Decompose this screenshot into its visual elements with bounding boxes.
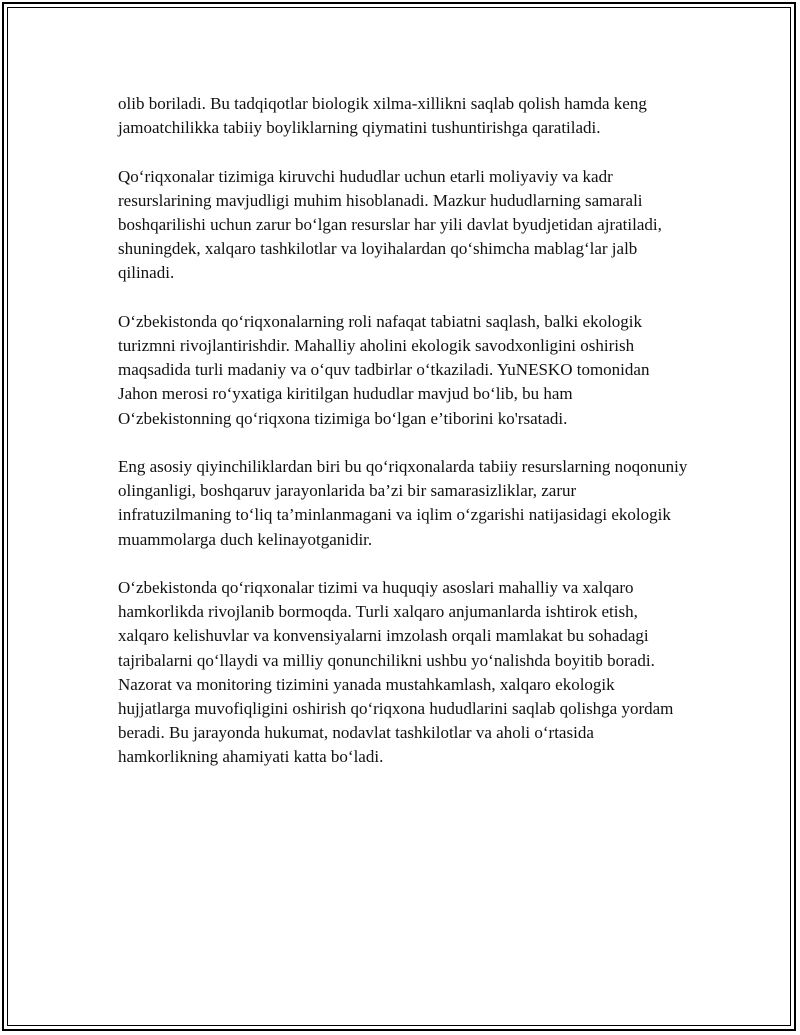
paragraph-5: O‘zbekistonda qo‘riqxonalar tizimi va huquqiy asoslari mahalliy va xalqaro hamkorlikda rivojlanib bormoqda. Turli xalqaro anjumanlarda ishtirok etish, xalqaro kelishuvlar va konvensiyalarni imzolash orqali mamlakat bu sohadagi tajribalarni qo‘llaydi va milliy qonunchilikni ushbu yo‘nalishda boyitib boradi. Nazorat va monitoring tizimini yanada mustahkamlash, xalqaro ekologik hujjatlarga muvofiqligini oshirish qo‘riqxona hududlarini saqlab qolishga yordam beradi. Bu jarayonda hukumat, nodavlat tashkilotlar va aholi o‘rtasida hamkorlikning ahamiyati katta bo‘ladi. [118, 578, 674, 767]
paragraph-1: olib boriladi. Bu tadqiqotlar biologik xilma-xillikni saqlab qolish hamda keng jamoatchilikka tabiiy boyliklarning qiymatini tushuntirishga qaratiladi. [118, 94, 647, 138]
paragraph-3: O‘zbekistonda qo‘riqxonalarning roli nafaqat tabiatni saqlash, balki ekologik turizmni rivojlantirishdir. Mahalliy aholini ekologik savodxonligini oshirish maqsadida turli madaniy va o‘quv tadbirlar o‘tkaziladi. YuNESKO tomonidan Jahon merosi ro‘yxatiga kiritilgan hududlar mavjud bo‘lib, bu ham O‘zbekistonning qo‘riqxona tizimiga bo‘lgan e’tiborini ko'rsatadi. [118, 311, 650, 428]
document-body [118, 92, 690, 794]
paragraph-4: Eng asosiy qiyinchiliklardan biri bu qo‘riqxonalarda tabiiy resurslarning noqonuniy olinganligi, boshqaruv jarayonlarida ba’zi bir samarasizliklar, zarur infratuzilmaning to‘liq ta’minlanmagani va iqlim o‘zgarishi natijasidagi ekologik muammolarga duch kelinayotganidir. [118, 457, 688, 549]
paragraph-2: Qo‘riqxonalar tizimiga kiruvchi hududlar uchun etarli moliyaviy va kadr resurslarining mavjudligi muhim hisoblanadi. Mazkur hududlarning samarali boshqarilishi uchun zarur bo‘lgan resurslar har yili davlat byudjetidan ajratiladi, shuningdek, xalqaro tashkilotlar va loyihalardan qo‘shimcha mablag‘lar jalb qilinadi. [118, 166, 662, 283]
